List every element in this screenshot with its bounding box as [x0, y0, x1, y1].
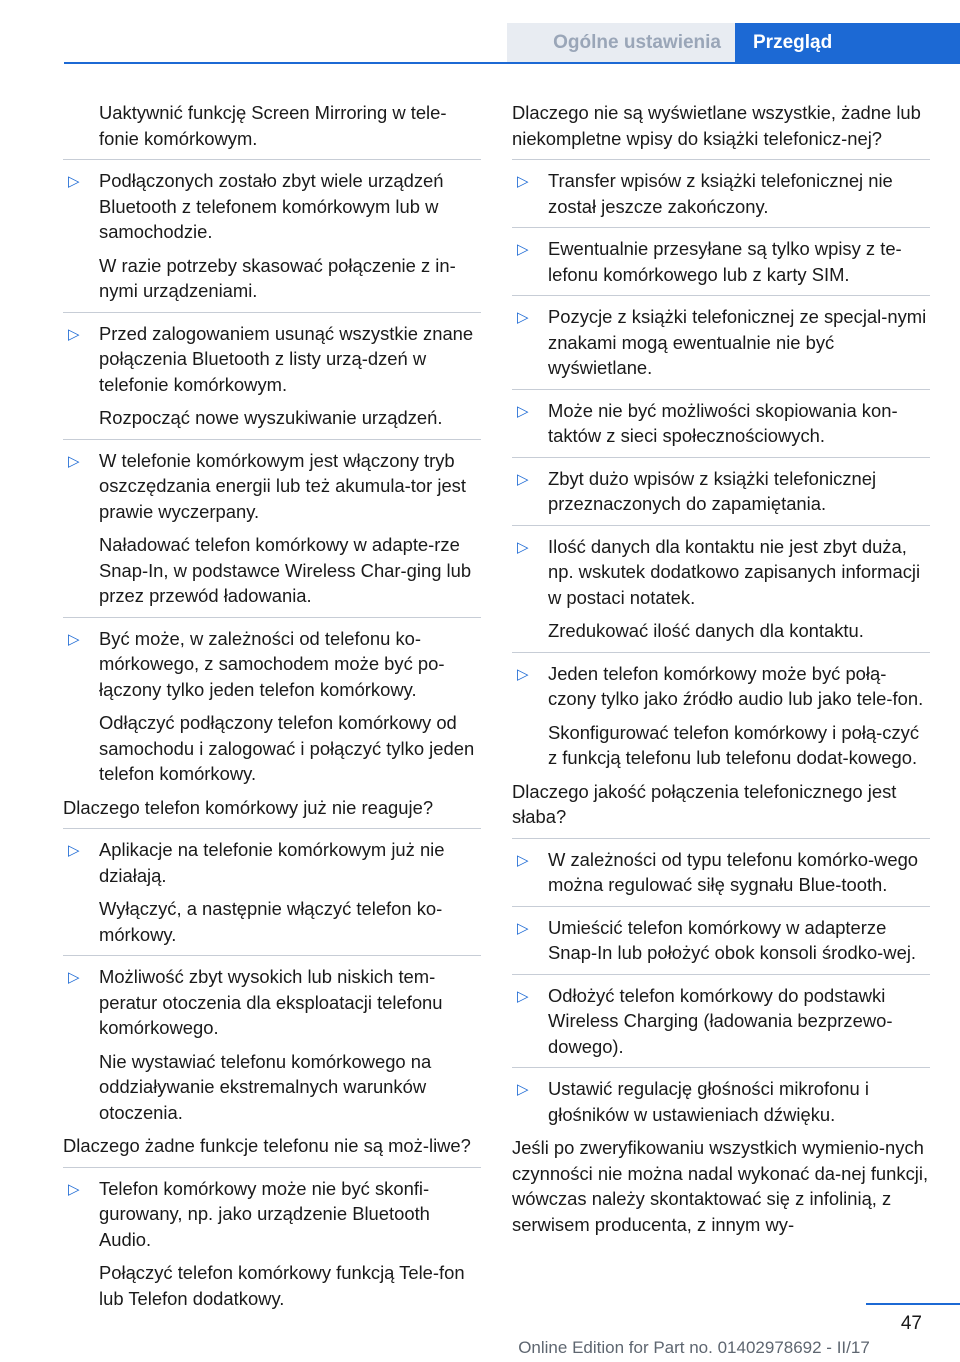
item-text: Może nie być możliwości skopiowania kon-taktów z sieci społecznościowych. — [548, 399, 898, 446]
item-remedy: Skonfigurować telefon komórkowy i połą-czyć z funkcją telefonu lub telefonu dodat-kowego. — [548, 721, 920, 768]
triangle-right-icon: ▷ — [517, 987, 529, 1005]
right-column — [512, 100, 930, 1245]
item-text: Zbyt dużo wpisów z książki telefonicznej przeznaczonych do zapamiętania. — [548, 467, 877, 514]
list-divider — [63, 159, 481, 160]
item-text: Aplikacje na telefonie komórkowym już nie działają. — [99, 839, 445, 886]
triangle-right-icon: ▷ — [517, 851, 529, 869]
item-text: Umieścić telefon komórkowy w adapterze Snap-In lub położyć obok konsoli środko-wej. — [548, 916, 917, 963]
list-item — [512, 915, 930, 966]
triangle-right-icon: ▷ — [68, 842, 80, 859]
item-remedy: Odłączyć podłączony telefon komórkowy od samochodu i zalogować i połączyć tylko jeden telefon komórkowy. — [99, 712, 475, 784]
list-divider — [512, 457, 930, 458]
triangle-right-icon: ▷ — [68, 452, 80, 470]
list-item — [63, 626, 481, 787]
list-divider — [63, 439, 481, 440]
list-item — [63, 964, 481, 1125]
item-text: Możliwość zbyt wysokich lub niskich tem-peratur otoczenia dla eksploatacji telefonu komórkowego. — [99, 966, 443, 1038]
item-text: Odłożyć telefon komórkowy do podstawki Wireless Charging (ładowania bezprzewo-dowego). — [548, 984, 893, 1057]
question-heading: Dlaczego żadne funkcje telefonu nie są moż-liwe? — [63, 1135, 471, 1156]
item-text: Pozycje z książki telefonicznej ze specjal-nymi znakami mogą ewentualnie nie być wyświetlane. — [548, 306, 927, 378]
list-divider — [512, 1067, 930, 1068]
item-remedy: Połączyć telefon komórkowy funkcją Tele-fon lub Telefon dodatkowy. — [99, 1262, 465, 1309]
triangle-right-icon: ▷ — [517, 470, 529, 488]
chapter-tab-overview: Przegląd — [735, 23, 960, 62]
triangle-right-icon: ▷ — [68, 1180, 80, 1198]
list-item — [63, 1176, 481, 1312]
triangle-right-icon: ▷ — [68, 969, 80, 986]
closing-paragraph: Jeśli po zweryfikowaniu wszystkich wymienio-nych czynności nie można nadal wykonać da-nej funkcji, wówczas należy skontaktować się z infolinią, z serwisem producenta, z innym wy- — [512, 1137, 929, 1235]
list-item — [512, 304, 930, 381]
item-text: Transfer wpisów z książki telefonicznej nie został jeszcze zakończony. — [548, 170, 893, 217]
list-item — [63, 168, 481, 304]
list-divider — [63, 312, 481, 313]
list-item — [512, 1076, 930, 1127]
list-item — [512, 168, 930, 219]
list-item — [63, 837, 481, 947]
list-item — [512, 847, 930, 898]
triangle-right-icon: ▷ — [68, 173, 80, 190]
item-text: W telefonie komórkowym jest włączony tryb oszczędzania energii lub też akumula-tor jest prawie wyczerpany. — [99, 449, 466, 522]
list-divider — [63, 1167, 481, 1168]
list-divider — [512, 159, 930, 160]
list-divider — [512, 652, 930, 653]
triangle-right-icon: ▷ — [517, 402, 529, 420]
item-text: Przed zalogowaniem usunąć wszystkie znane połączenia Bluetooth z listy urzą-dzeń w telefonie komórkowym. — [99, 322, 474, 395]
list-item — [512, 236, 930, 287]
list-divider — [512, 389, 930, 390]
list-item — [512, 661, 930, 771]
list-item — [512, 398, 930, 449]
triangle-right-icon: ▷ — [517, 1081, 529, 1098]
item-remedy: Naładować telefon komórkowy w adapte-rze Snap-In, w podstawce Wireless Char-ging lub przez przewód ładowania. — [99, 534, 472, 606]
triangle-right-icon: ▷ — [517, 665, 529, 683]
list-divider — [512, 906, 930, 907]
item-remedy: Nie wystawiać telefonu komórkowego na oddziaływanie ekstremalnych warunków otoczenia. — [99, 1050, 432, 1123]
triangle-right-icon: ▷ — [517, 919, 529, 937]
question-heading: Dlaczego telefon komórkowy już nie reaguje? — [63, 796, 434, 818]
list-divider — [63, 828, 481, 829]
item-remedy: Rozpocząć nowe wyszukiwanie urządzeń. — [99, 407, 443, 428]
page-number: 47 — [900, 1313, 922, 1334]
triangle-right-icon: ▷ — [68, 630, 80, 648]
list-divider — [512, 974, 930, 975]
list-divider — [512, 227, 930, 228]
triangle-right-icon: ▷ — [517, 173, 529, 190]
left-column — [63, 100, 481, 1319]
list-item — [512, 534, 930, 644]
item-remedy: Wyłączyć, a następnie włączyć telefon ko-mórkowy. — [99, 898, 443, 945]
triangle-right-icon: ▷ — [517, 309, 529, 326]
list-divider — [512, 295, 930, 296]
list-divider — [512, 525, 930, 526]
item-text: Być może, w zależności od telefonu ko-mórkowego, z samochodem może być po-łączony tylko jeden telefon komórkowy. — [99, 627, 445, 700]
list-divider — [512, 838, 930, 839]
list-item — [63, 321, 481, 431]
triangle-right-icon: ▷ — [517, 538, 529, 556]
triangle-right-icon: ▷ — [68, 325, 80, 343]
footer-rule — [866, 1303, 960, 1305]
item-remedy: Zredukować ilość danych dla kontaktu. — [548, 620, 864, 641]
item-remedy: W razie potrzeby skasować połączenie z in-nymi urządzeniami. — [99, 254, 456, 301]
item-text: Ilość danych dla kontaktu nie jest zbyt duża, np. wskutek dodatkowo zapisanych informacji w postaci notatek. — [548, 535, 921, 608]
footer-edition-link[interactable]: Online Edition for Part no. 01402978692 - II/17 — [518, 1338, 870, 1357]
list-item — [63, 448, 481, 609]
item-text: Ustawić regulację głośności mikrofonu i głośników w ustawieniach dźwięku. — [548, 1078, 869, 1125]
list-divider — [63, 955, 481, 956]
list-item — [512, 983, 930, 1060]
question-heading: Dlaczego nie są wyświetlane wszystkie, żadne lub niekompletne wpisy do książki telefonicz-nej? — [512, 102, 921, 149]
triangle-right-icon: ▷ — [517, 241, 529, 258]
intro-continuation: Uaktywnić funkcję Screen Mirroring w tele-fonie komórkowym. — [99, 102, 447, 149]
item-text: W zależności od typu telefonu komórko-wego można regulować siłę sygnału Blue-tooth. — [548, 848, 919, 895]
item-text: Jeden telefon komórkowy może być połą-czony tylko jako źródło audio lub jako tele-fon. — [548, 662, 924, 709]
header-rule — [64, 62, 960, 64]
item-text: Telefon komórkowy może nie być skonfi-gurowany, np. jako urządzenie Bluetooth Audio. — [99, 1177, 430, 1250]
item-text: Podłączonych zostało zbyt wiele urządzeń Bluetooth z telefonem komórkowym lub w samochodzie. — [99, 170, 444, 242]
page-header — [0, 0, 960, 62]
list-item — [512, 466, 930, 517]
list-divider — [63, 617, 481, 618]
section-tab-general-settings: Ogólne ustawienia — [507, 23, 735, 62]
item-text: Ewentualnie przesyłane są tylko wpisy z te-lefonu komórkowego lub z karty SIM. — [548, 238, 902, 285]
question-heading: Dlaczego jakość połączenia telefonicznego jest słaba? — [512, 780, 897, 827]
